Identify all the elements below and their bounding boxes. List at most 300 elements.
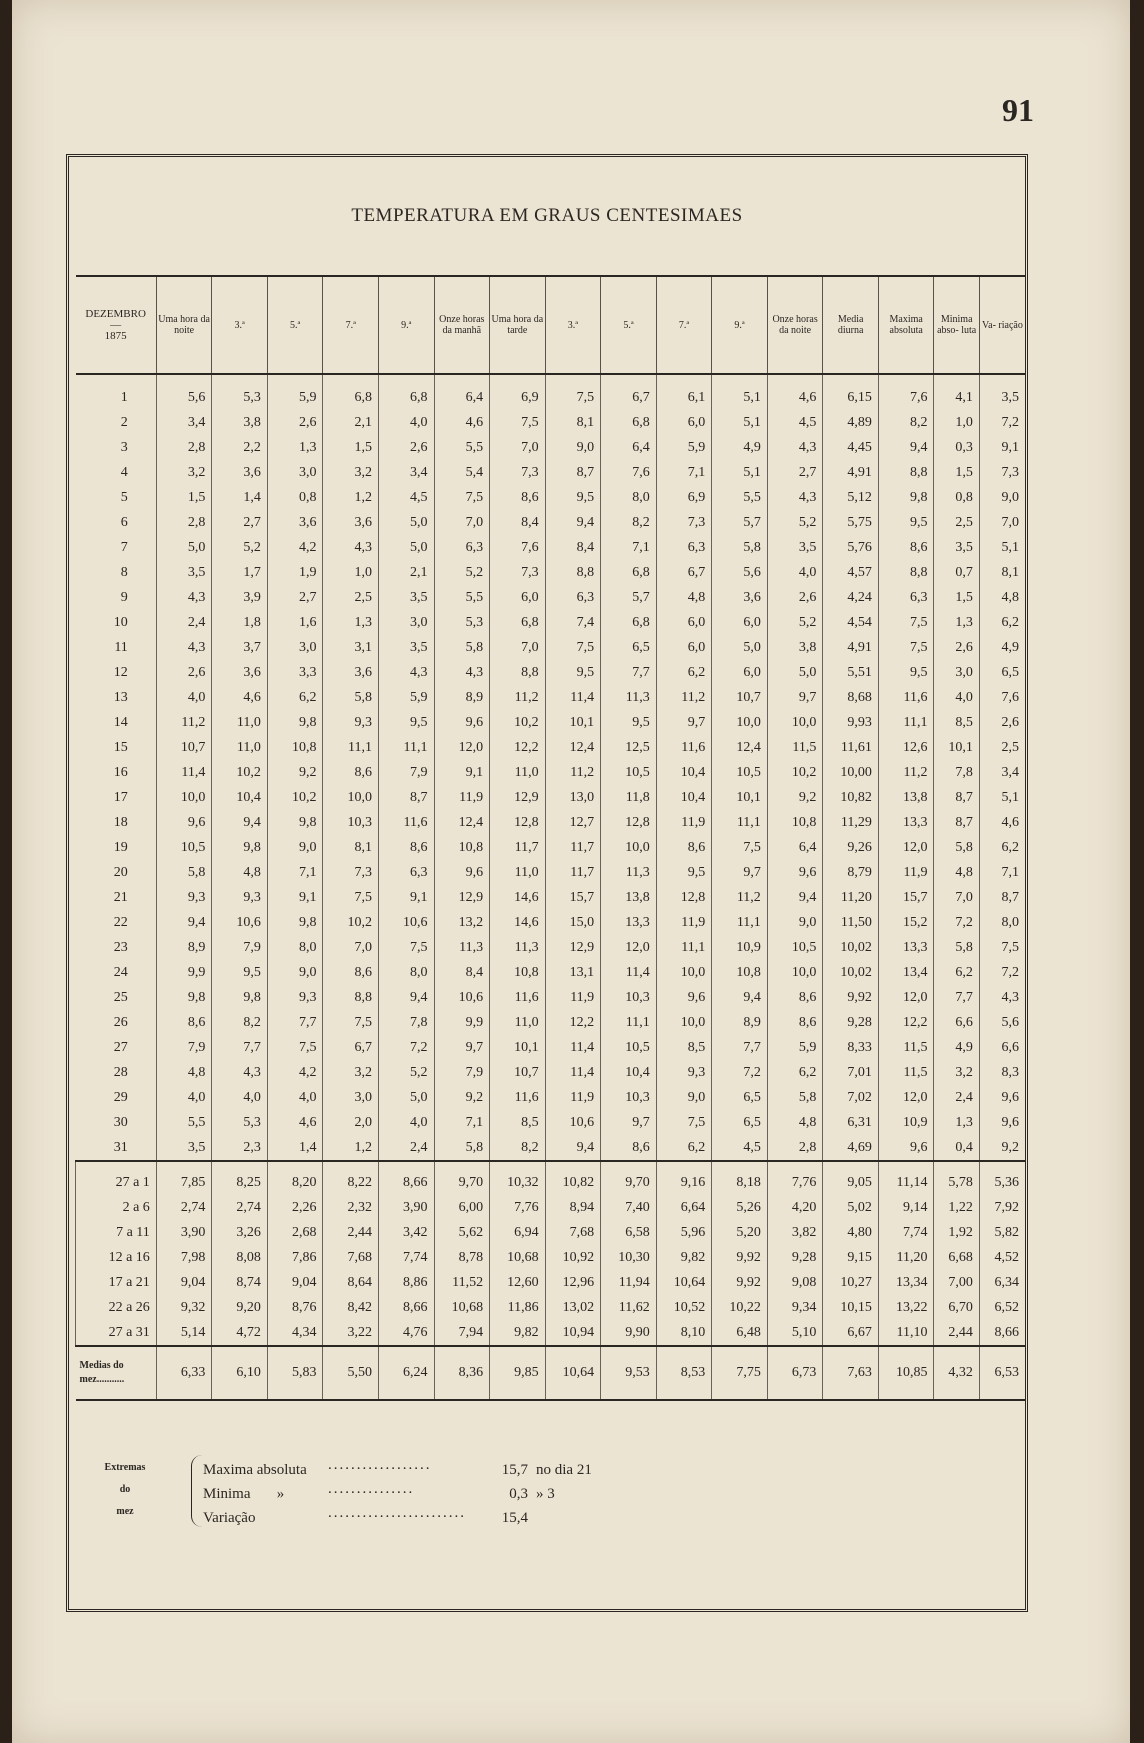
- value-cell: 9,1: [267, 885, 323, 910]
- value-cell: 13,8: [601, 885, 657, 910]
- mean-value-cell: 9,82: [656, 1245, 712, 1270]
- value-cell: 9,1: [979, 435, 1025, 460]
- value-cell: 9,5: [378, 710, 434, 735]
- day-cell: 8: [120, 564, 128, 580]
- mean-value-cell: 5,20: [712, 1220, 768, 1245]
- value-cell: 4,8: [767, 1110, 823, 1135]
- extreme-value: 15,4: [501, 1510, 528, 1526]
- table-row: [76, 485, 1026, 510]
- value-cell: 10,0: [656, 960, 712, 985]
- value-cell: 8,6: [767, 1010, 823, 1035]
- extreme-min-row: [203, 1481, 555, 1505]
- value-cell: 4,8: [156, 1060, 212, 1085]
- value-cell: 8,7: [934, 810, 979, 835]
- mean-value-cell: 4,52: [979, 1245, 1025, 1270]
- value-cell: 1,0: [323, 560, 379, 585]
- value-cell: 4,3: [212, 1060, 268, 1085]
- value-cell: 4,69: [823, 1135, 879, 1161]
- extreme-value: 0,3: [509, 1486, 528, 1502]
- value-cell: 11,5: [767, 735, 823, 760]
- value-cell: 11,3: [434, 935, 490, 960]
- mean-value-cell: 2,74: [156, 1195, 212, 1220]
- mean-value-cell: 4,72: [212, 1320, 268, 1346]
- value-cell: 10,6: [545, 1110, 601, 1135]
- value-cell: 4,3: [156, 585, 212, 610]
- value-cell: 6,2: [767, 1060, 823, 1085]
- column-header: Maxima absoluta: [878, 276, 934, 374]
- value-cell: 8,68: [823, 685, 879, 710]
- monthly-value-cell: 8,36: [434, 1346, 490, 1400]
- value-cell: 11,1: [378, 735, 434, 760]
- value-cell: 1,5: [934, 585, 979, 610]
- value-cell: 8,2: [601, 510, 657, 535]
- mean-value-cell: 7,85: [156, 1161, 212, 1195]
- value-cell: 7,5: [323, 1010, 379, 1035]
- value-cell: 7,9: [434, 1060, 490, 1085]
- value-cell: 8,9: [156, 935, 212, 960]
- value-cell: 7,1: [656, 460, 712, 485]
- value-cell: 8,5: [490, 1110, 546, 1135]
- value-cell: 7,8: [934, 760, 979, 785]
- value-cell: 8,4: [434, 960, 490, 985]
- value-cell: 4,89: [823, 410, 879, 435]
- value-cell: 11,4: [601, 960, 657, 985]
- column-header: Onze horas da manhã: [434, 276, 490, 374]
- header-year: 1875: [104, 329, 127, 342]
- value-cell: 12,0: [434, 735, 490, 760]
- value-cell: 2,5: [934, 510, 979, 535]
- value-cell: 8,6: [656, 835, 712, 860]
- value-cell: 9,5: [601, 710, 657, 735]
- value-cell: 6,7: [601, 374, 657, 410]
- value-cell: 9,5: [545, 660, 601, 685]
- value-cell: 9,6: [979, 1085, 1025, 1110]
- value-cell: 12,4: [545, 735, 601, 760]
- mean-value-cell: 9,28: [767, 1245, 823, 1270]
- table-row: [76, 1085, 1026, 1110]
- mean-value-cell: 6,68: [934, 1245, 979, 1270]
- mean-value-cell: 6,67: [823, 1320, 879, 1346]
- value-cell: 4,5: [378, 485, 434, 510]
- value-cell: 3,7: [212, 635, 268, 660]
- day-cell: 29: [113, 1089, 128, 1105]
- value-cell: 11,5: [878, 1035, 934, 1060]
- value-cell: 13,0: [545, 785, 601, 810]
- value-cell: 9,0: [767, 910, 823, 935]
- value-cell: 13,3: [601, 910, 657, 935]
- value-cell: 9,3: [267, 985, 323, 1010]
- value-cell: 12,5: [601, 735, 657, 760]
- mean-value-cell: 8,10: [656, 1320, 712, 1346]
- value-cell: 7,0: [434, 510, 490, 535]
- value-cell: 2,7: [212, 510, 268, 535]
- mean-value-cell: 9,14: [878, 1195, 934, 1220]
- value-cell: 4,9: [712, 435, 768, 460]
- value-cell: 10,1: [712, 785, 768, 810]
- range-cell: 22 a 26: [76, 1295, 157, 1320]
- value-cell: 9,92: [823, 985, 879, 1010]
- column-header: 5.ª: [267, 276, 323, 374]
- day-cell: 30: [113, 1114, 128, 1130]
- value-cell: 7,2: [979, 410, 1025, 435]
- value-cell: 6,2: [979, 835, 1025, 860]
- mean-value-cell: 7,98: [156, 1245, 212, 1270]
- table-row: [76, 1135, 1026, 1161]
- value-cell: 4,5: [712, 1135, 768, 1161]
- value-cell: 3,6: [212, 660, 268, 685]
- value-cell: 11,7: [490, 835, 546, 860]
- value-cell: 8,7: [979, 885, 1025, 910]
- value-cell: 2,4: [934, 1085, 979, 1110]
- mean-value-cell: 7,94: [434, 1320, 490, 1346]
- value-cell: 11,3: [490, 935, 546, 960]
- value-cell: 9,3: [156, 885, 212, 910]
- value-cell: 10,6: [212, 910, 268, 935]
- value-cell: 9,8: [212, 985, 268, 1010]
- mean-value-cell: 10,27: [823, 1270, 879, 1295]
- value-cell: 7,0: [979, 510, 1025, 535]
- mean-value-cell: 7,68: [323, 1245, 379, 1270]
- mean-value-cell: 9,04: [156, 1270, 212, 1295]
- extreme-label-text: Minima: [203, 1486, 251, 1502]
- value-cell: 6,0: [656, 635, 712, 660]
- value-cell: 15,2: [878, 910, 934, 935]
- value-cell: 5,8: [323, 685, 379, 710]
- day-cell: 17: [113, 789, 128, 805]
- table-row: [76, 1110, 1026, 1135]
- value-cell: 11,0: [490, 1010, 546, 1035]
- monthly-value-cell: 9,53: [601, 1346, 657, 1400]
- mean-value-cell: 10,68: [490, 1245, 546, 1270]
- mean-value-cell: 5,62: [434, 1220, 490, 1245]
- value-cell: 8,5: [656, 1035, 712, 1060]
- value-cell: 5,2: [767, 610, 823, 635]
- mean-value-cell: 3,42: [378, 1220, 434, 1245]
- value-cell: 11,4: [156, 760, 212, 785]
- value-cell: 4,6: [267, 1110, 323, 1135]
- value-cell: 6,8: [378, 374, 434, 410]
- value-cell: 6,8: [601, 410, 657, 435]
- mean-value-cell: 2,44: [934, 1320, 979, 1346]
- value-cell: 7,6: [601, 460, 657, 485]
- value-cell: 7,1: [601, 535, 657, 560]
- value-cell: 6,2: [934, 960, 979, 985]
- day-cell: 1: [120, 389, 128, 405]
- value-cell: 8,33: [823, 1035, 879, 1060]
- table-row: [76, 460, 1026, 485]
- value-cell: 6,0: [656, 410, 712, 435]
- value-cell: 4,3: [378, 660, 434, 685]
- leader-dots: ...............: [328, 1481, 415, 1497]
- value-cell: 7,6: [878, 374, 934, 410]
- mean-rows: [76, 1161, 1026, 1346]
- value-cell: 4,0: [267, 1085, 323, 1110]
- value-cell: 8,6: [323, 760, 379, 785]
- mean-value-cell: 9,08: [767, 1270, 823, 1295]
- mean-value-cell: 11,10: [878, 1320, 934, 1346]
- mean-value-cell: 9,70: [601, 1161, 657, 1195]
- value-cell: 5,8: [712, 535, 768, 560]
- mean-value-cell: 1,22: [934, 1195, 979, 1220]
- mean-value-cell: 8,76: [267, 1295, 323, 1320]
- value-cell: 5,2: [212, 535, 268, 560]
- value-cell: 5,12: [823, 485, 879, 510]
- value-cell: 10,0: [323, 785, 379, 810]
- value-cell: 13,3: [878, 935, 934, 960]
- value-cell: 9,3: [656, 1060, 712, 1085]
- extreme-note: » 3: [536, 1486, 555, 1502]
- value-cell: 7,3: [490, 560, 546, 585]
- value-cell: 6,9: [656, 485, 712, 510]
- value-cell: 9,3: [323, 710, 379, 735]
- value-cell: 9,3: [212, 885, 268, 910]
- mean-value-cell: 3,90: [378, 1195, 434, 1220]
- value-cell: 4,1: [934, 374, 979, 410]
- mean-row: [76, 1295, 1026, 1320]
- value-cell: 9,8: [212, 835, 268, 860]
- value-cell: 12,7: [545, 810, 601, 835]
- value-cell: 5,1: [979, 785, 1025, 810]
- value-cell: 10,3: [601, 985, 657, 1010]
- value-cell: 5,9: [267, 374, 323, 410]
- page-number: 91: [1002, 92, 1034, 128]
- value-cell: 7,5: [979, 935, 1025, 960]
- day-cell: 6: [120, 514, 128, 530]
- mean-value-cell: 11,14: [878, 1161, 934, 1195]
- column-header: 3.ª: [212, 276, 268, 374]
- mean-value-cell: 13,34: [878, 1270, 934, 1295]
- extremes-brace: [191, 1455, 202, 1527]
- value-cell: 10,4: [601, 1060, 657, 1085]
- value-cell: 4,0: [767, 560, 823, 585]
- value-cell: 3,0: [267, 635, 323, 660]
- mean-value-cell: 7,86: [267, 1245, 323, 1270]
- value-cell: 11,1: [712, 810, 768, 835]
- value-cell: 11,4: [545, 1060, 601, 1085]
- table-row: [76, 910, 1026, 935]
- ditto-mark: »: [276, 1486, 285, 1502]
- value-cell: 7,1: [267, 860, 323, 885]
- value-cell: 12,2: [878, 1010, 934, 1035]
- day-cell: 22: [113, 914, 128, 930]
- mean-value-cell: 9,05: [823, 1161, 879, 1195]
- value-cell: 9,6: [156, 810, 212, 835]
- value-cell: 5,8: [434, 1135, 490, 1161]
- monthly-label-line: mez...........: [79, 1374, 125, 1385]
- value-cell: 4,5: [767, 410, 823, 435]
- value-cell: 13,1: [545, 960, 601, 985]
- value-cell: 7,2: [934, 910, 979, 935]
- day-cell: 26: [113, 1014, 128, 1030]
- value-cell: 5,9: [656, 435, 712, 460]
- value-cell: 8,4: [545, 535, 601, 560]
- value-cell: 9,6: [979, 1110, 1025, 1135]
- value-cell: 6,3: [434, 535, 490, 560]
- value-cell: 1,3: [934, 610, 979, 635]
- value-cell: 10,0: [601, 835, 657, 860]
- mean-value-cell: 7,74: [378, 1245, 434, 1270]
- value-cell: 3,3: [267, 660, 323, 685]
- value-cell: 10,0: [656, 1010, 712, 1035]
- value-cell: 3,2: [323, 460, 379, 485]
- value-cell: 14,6: [490, 910, 546, 935]
- mean-value-cell: 10,82: [545, 1161, 601, 1195]
- value-cell: 11,2: [712, 885, 768, 910]
- value-cell: 5,5: [434, 435, 490, 460]
- mean-value-cell: 8,66: [378, 1295, 434, 1320]
- mean-value-cell: 6,00: [434, 1195, 490, 1220]
- value-cell: 4,8: [656, 585, 712, 610]
- table-row: [76, 935, 1026, 960]
- value-cell: 5,8: [934, 935, 979, 960]
- value-cell: 8,6: [490, 485, 546, 510]
- value-cell: 5,0: [378, 510, 434, 535]
- value-cell: 4,6: [434, 410, 490, 435]
- monthly-mean: [76, 1346, 1026, 1400]
- value-cell: 2,4: [378, 1135, 434, 1161]
- value-cell: 2,8: [767, 1135, 823, 1161]
- value-cell: 7,9: [212, 935, 268, 960]
- monthly-label-line: Medias do: [79, 1360, 124, 1371]
- value-cell: 1,4: [212, 485, 268, 510]
- value-cell: 10,2: [767, 760, 823, 785]
- mean-value-cell: 6,94: [490, 1220, 546, 1245]
- value-cell: 9,26: [823, 835, 879, 860]
- value-cell: 10,7: [156, 735, 212, 760]
- value-cell: 11,1: [712, 910, 768, 935]
- value-cell: 10,8: [712, 960, 768, 985]
- value-cell: 6,8: [601, 610, 657, 635]
- value-cell: 10,82: [823, 785, 879, 810]
- value-cell: 3,2: [323, 1060, 379, 1085]
- value-cell: 7,7: [712, 1035, 768, 1060]
- value-cell: 11,5: [878, 1060, 934, 1085]
- value-cell: 5,6: [979, 1010, 1025, 1035]
- value-cell: 1,8: [212, 610, 268, 635]
- mean-value-cell: 5,78: [934, 1161, 979, 1195]
- mean-value-cell: 6,64: [656, 1195, 712, 1220]
- mean-value-cell: 7,92: [979, 1195, 1025, 1220]
- value-cell: 11,7: [545, 860, 601, 885]
- range-cell: 12 a 16: [76, 1245, 157, 1270]
- mean-value-cell: 7,68: [545, 1220, 601, 1245]
- value-cell: 3,4: [156, 410, 212, 435]
- table-row: [76, 510, 1026, 535]
- table-row: [76, 960, 1026, 985]
- value-cell: 8,1: [545, 410, 601, 435]
- value-cell: 6,7: [323, 1035, 379, 1060]
- mean-value-cell: 4,34: [267, 1320, 323, 1346]
- value-cell: 5,8: [934, 835, 979, 860]
- mean-value-cell: 6,52: [979, 1295, 1025, 1320]
- mean-row: [76, 1245, 1026, 1270]
- value-cell: 9,8: [267, 710, 323, 735]
- mean-value-cell: 5,36: [979, 1161, 1025, 1195]
- mean-value-cell: 6,34: [979, 1270, 1025, 1295]
- extreme-variation-row: [203, 1505, 536, 1529]
- mean-value-cell: 2,26: [267, 1195, 323, 1220]
- value-cell: 8,6: [601, 1135, 657, 1161]
- extremes-label-line: mez: [116, 1506, 134, 1517]
- day-cell: 3: [120, 439, 128, 455]
- table-row: [76, 585, 1026, 610]
- header-dash: —: [110, 318, 122, 331]
- value-cell: 3,0: [378, 610, 434, 635]
- value-cell: 11,6: [490, 985, 546, 1010]
- value-cell: 11,0: [490, 760, 546, 785]
- table-row: [76, 610, 1026, 635]
- value-cell: 8,3: [979, 1060, 1025, 1085]
- value-cell: 2,6: [156, 660, 212, 685]
- value-cell: 6,1: [656, 374, 712, 410]
- value-cell: 9,8: [156, 985, 212, 1010]
- value-cell: 3,0: [934, 660, 979, 685]
- value-cell: 11,9: [545, 1085, 601, 1110]
- value-cell: 8,8: [878, 460, 934, 485]
- mean-value-cell: 10,94: [545, 1320, 601, 1346]
- column-header: Uma hora da noite: [156, 276, 212, 374]
- header-month-name: DEZEMBRO: [85, 307, 146, 320]
- value-cell: 9,6: [434, 710, 490, 735]
- mean-value-cell: 9,92: [712, 1270, 768, 1295]
- range-cell: 27 a 1: [76, 1161, 157, 1195]
- value-cell: 10,5: [712, 760, 768, 785]
- value-cell: 2,7: [767, 460, 823, 485]
- mean-value-cell: 8,66: [979, 1320, 1025, 1346]
- value-cell: 11,7: [545, 835, 601, 860]
- monthly-value-cell: 5,83: [267, 1346, 323, 1400]
- table-row: [76, 660, 1026, 685]
- value-cell: 9,4: [767, 885, 823, 910]
- value-cell: 4,9: [979, 635, 1025, 660]
- mean-value-cell: 8,94: [545, 1195, 601, 1220]
- mean-value-cell: 5,02: [823, 1195, 879, 1220]
- mean-value-cell: 9,70: [434, 1161, 490, 1195]
- value-cell: 9,5: [212, 960, 268, 985]
- monthly-value-cell: 6,24: [378, 1346, 434, 1400]
- value-cell: 10,9: [712, 935, 768, 960]
- value-cell: 1,5: [323, 435, 379, 460]
- mean-value-cell: 8,18: [712, 1161, 768, 1195]
- mean-value-cell: 2,74: [212, 1195, 268, 1220]
- value-cell: 4,6: [212, 685, 268, 710]
- table-row: [76, 785, 1026, 810]
- value-cell: 7,0: [490, 435, 546, 460]
- value-cell: 5,8: [767, 1085, 823, 1110]
- value-cell: 11,8: [601, 785, 657, 810]
- value-cell: 5,51: [823, 660, 879, 685]
- value-cell: 12,8: [490, 810, 546, 835]
- value-cell: 11,4: [545, 1035, 601, 1060]
- extremes-label: [75, 1457, 175, 1523]
- table-row: [76, 535, 1026, 560]
- monthly-value-cell: 7,63: [823, 1346, 879, 1400]
- value-cell: 12,0: [601, 935, 657, 960]
- extreme-max-row: [203, 1457, 592, 1481]
- mean-value-cell: 10,64: [656, 1270, 712, 1295]
- value-cell: 8,6: [378, 835, 434, 860]
- value-cell: 0,3: [934, 435, 979, 460]
- value-cell: 10,4: [656, 760, 712, 785]
- table-row: [76, 810, 1026, 835]
- column-header: 3.ª: [545, 276, 601, 374]
- monthly-value-cell: 10,64: [545, 1346, 601, 1400]
- value-cell: 6,5: [712, 1110, 768, 1135]
- mean-row: [76, 1195, 1026, 1220]
- value-cell: 7,1: [979, 860, 1025, 885]
- value-cell: 1,3: [323, 610, 379, 635]
- range-cell: 17 a 21: [76, 1270, 157, 1295]
